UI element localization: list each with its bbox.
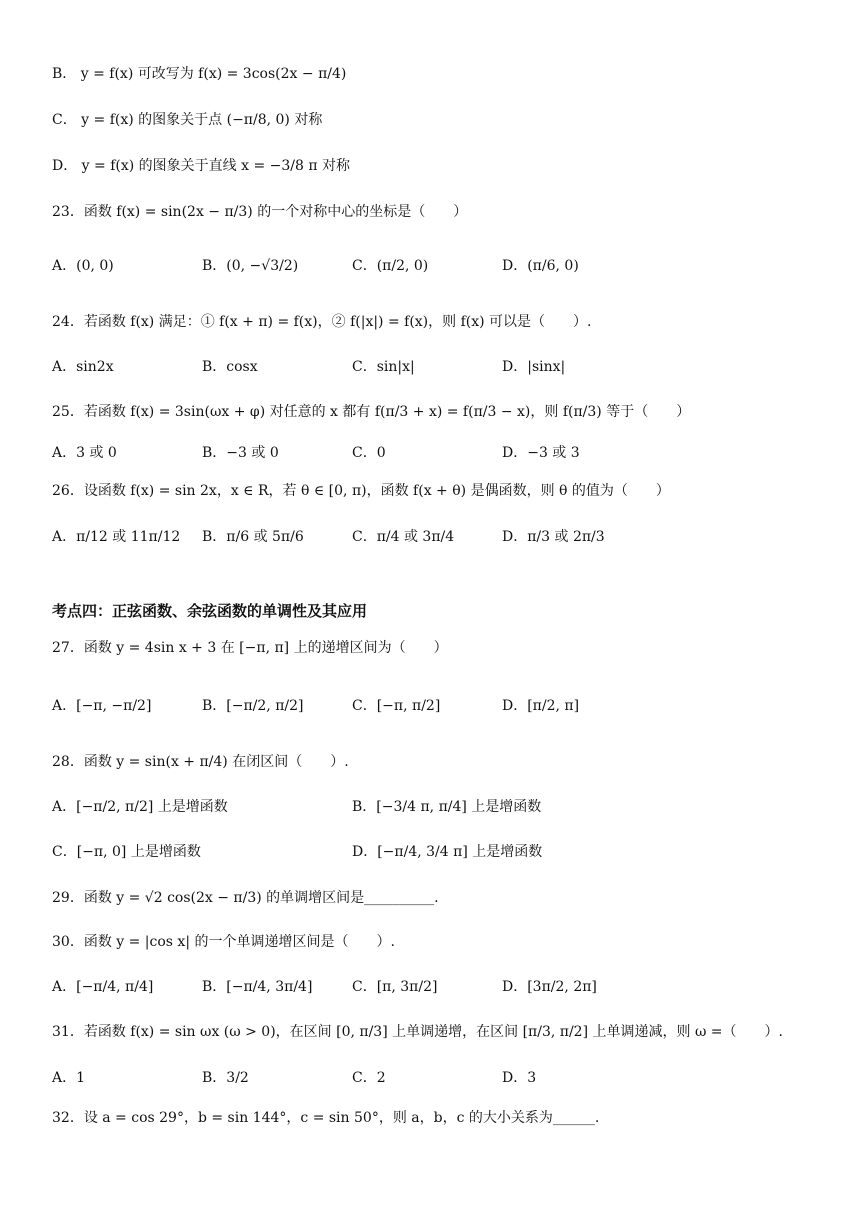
- q30-option-c: C．[π, 3π/2]: [352, 979, 438, 995]
- option-d-prev: D． y = f(x) 的图象关于直线 x = −3/8 π 对称: [52, 158, 351, 174]
- q23-option-c: C．(π/2, 0): [352, 258, 429, 274]
- question-23: 23．函数 f(x) = sin(2x − π/3) 的一个对称中心的坐标是（ ）: [52, 204, 468, 220]
- q26-option-a: A．π/12 或 11π/12: [52, 529, 181, 545]
- q26-option-d: D．π/3 或 2π/3: [502, 529, 605, 545]
- q31-option-c: C．2: [352, 1070, 386, 1086]
- q28-option-d: D．[−π/4, 3/4 π] 上是增函数: [352, 844, 543, 860]
- question-27: 27．函数 y = 4sin x + 3 在 [−π, π] 上的递增区间为（ ）: [52, 640, 448, 656]
- q23-option-b: B．(0, −√3/2): [202, 258, 299, 274]
- q23-option-d: D．(π/6, 0): [502, 258, 579, 274]
- option-c-prev: C． y = f(x) 的图象关于点 (−π/8, 0) 对称: [52, 112, 323, 128]
- q28-option-b: B．[−3/4 π, π/4] 上是增函数: [352, 799, 542, 815]
- q25-option-a: A．3 或 0: [52, 445, 117, 461]
- question-31: 31．若函数 f(x) = sin ωx (ω > 0)，在区间 [0, π/3] 上单调递增，在区间 [π/3, π/2] 上单调递减，则 ω =（ ）.: [52, 1024, 783, 1040]
- q24-option-c: C．sin|x|: [352, 359, 415, 375]
- q24-option-d: D．|sinx|: [502, 359, 566, 375]
- q25-option-d: D．−3 或 3: [502, 445, 580, 461]
- q28-option-c: C．[−π, 0] 上是增函数: [52, 844, 201, 860]
- q25-option-c: C．0: [352, 445, 386, 461]
- q25-option-b: B．−3 或 0: [202, 445, 279, 461]
- q27-option-c: C．[−π, π/2]: [352, 698, 441, 714]
- question-25: 25．若函数 f(x) = 3sin(ωx + φ) 对任意的 x 都有 f(π/3 + x) = f(π/3 − x)，则 f(π/3) 等于（ ）: [52, 404, 691, 420]
- question-28: 28．函数 y = sin(x + π/4) 在闭区间（ ）.: [52, 754, 349, 770]
- question-32: 32．设 a = cos 29°，b = sin 144°，c = sin 50°，则 a，b，c 的大小关系为______.: [52, 1110, 600, 1126]
- question-30: 30．函数 y = |cos x| 的一个单调递增区间是（ ）.: [52, 934, 395, 950]
- q26-option-b: B．π/6 或 5π/6: [202, 529, 304, 545]
- q27-option-d: D．[π/2, π]: [502, 698, 580, 714]
- q30-option-b: B．[−π/4, 3π/4]: [202, 979, 313, 995]
- option-b-prev: B． y = f(x) 可改写为 f(x) = 3cos(2x − π/4): [52, 66, 347, 82]
- question-24: 24．若函数 f(x) 满足：① f(x + π) = f(x)，② f(|x|) = f(x)，则 f(x) 可以是（ ）.: [52, 314, 592, 330]
- q28-option-a: A．[−π/2, π/2] 上是增函数: [52, 799, 228, 815]
- question-26: 26．设函数 f(x) = sin 2x，x ∈ R，若 θ ∈ [0, π)，函数 f(x + θ) 是偶函数，则 θ 的值为（ ）: [52, 483, 670, 499]
- q30-option-d: D．[3π/2, 2π]: [502, 979, 597, 995]
- q31-option-a: A．1: [52, 1070, 86, 1086]
- q31-option-d: D．3: [502, 1070, 537, 1086]
- q27-option-b: B．[−π/2, π/2]: [202, 698, 304, 714]
- q24-option-b: B．cosx: [202, 359, 258, 375]
- section-title: 考点四：正弦函数、余弦函数的单调性及其应用: [52, 602, 368, 620]
- q24-option-a: A．sin2x: [52, 359, 114, 375]
- q23-option-a: A．(0, 0): [52, 258, 114, 274]
- q27-option-a: A．[−π, −π/2]: [52, 698, 152, 714]
- q30-option-a: A．[−π/4, π/4]: [52, 979, 154, 995]
- question-29: 29．函数 y = √2 cos(2x − π/3) 的单调增区间是__________.: [52, 890, 439, 906]
- q26-option-c: C．π/4 或 3π/4: [352, 529, 455, 545]
- q31-option-b: B．3/2: [202, 1070, 249, 1086]
